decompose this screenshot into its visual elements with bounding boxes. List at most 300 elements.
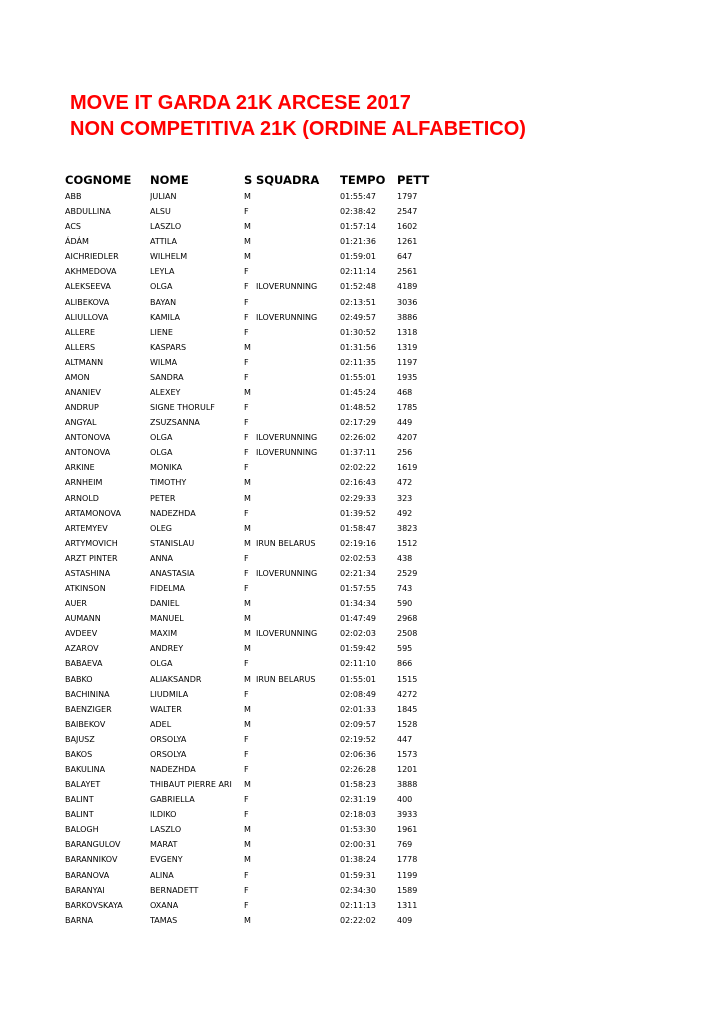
cell-pett: 1528: [397, 719, 418, 729]
cell-nome: ORSOLYA: [150, 734, 187, 744]
cell-cognome: BARNA: [65, 915, 93, 925]
cell-tempo: 01:30:52: [340, 327, 376, 337]
cell-sesso: F: [244, 463, 249, 473]
cell-tempo: 02:34:30: [340, 885, 376, 895]
table-row: [65, 249, 445, 264]
cell-nome: OLGA: [150, 659, 173, 669]
cell-nome: OLGA: [150, 433, 173, 443]
cell-tempo: 02:17:29: [340, 418, 376, 428]
cell-tempo: 02:06:36: [340, 749, 376, 759]
cell-tempo: 02:22:02: [340, 915, 376, 925]
cell-pett: 1935: [397, 372, 418, 382]
cell-pett: 1261: [397, 237, 418, 247]
cell-tempo: 02:09:57: [340, 719, 376, 729]
cell-tempo: 02:19:16: [340, 538, 376, 548]
cell-sesso: F: [244, 553, 249, 563]
table-row: [65, 762, 445, 777]
table-row: [65, 852, 445, 867]
cell-tempo: 01:55:47: [340, 192, 376, 201]
cell-nome: MARAT: [150, 840, 178, 850]
cell-sesso: F: [244, 659, 249, 669]
cell-tempo: 02:13:51: [340, 297, 376, 307]
cell-cognome: BAKULINA: [65, 764, 106, 774]
cell-nome: MANUEL: [150, 614, 184, 624]
cell-cognome: ATKINSON: [65, 584, 106, 594]
table-row: [65, 672, 445, 687]
cell-pett: 1573: [397, 749, 418, 759]
table-row: [65, 310, 445, 325]
cell-sesso: F: [244, 810, 249, 820]
cell-nome: OLGA: [150, 282, 173, 292]
table-row: [65, 551, 445, 566]
table-row: [65, 807, 445, 822]
table-row: [65, 837, 445, 852]
cell-cognome: ARTEMYEV: [65, 523, 108, 533]
table-row: [65, 747, 445, 762]
cell-pett: 1515: [397, 674, 418, 684]
cell-tempo: 01:57:55: [340, 584, 376, 594]
cell-nome: ANASTASIA: [150, 568, 195, 578]
cell-nome: OXANA: [150, 900, 179, 910]
table-row: [65, 430, 445, 445]
cell-pett: 323: [397, 493, 413, 503]
header-squadra: SQUADRA: [256, 173, 320, 187]
cell-nome: BERNADETT: [150, 885, 199, 895]
cell-tempo: 02:02:22: [340, 463, 376, 473]
cell-pett: 1589: [397, 885, 418, 895]
cell-sesso: M: [244, 704, 251, 714]
cell-tempo: 01:59:31: [340, 870, 376, 880]
cell-tempo: 01:55:01: [340, 372, 376, 382]
cell-sesso: F: [244, 870, 249, 880]
cell-tempo: 02:29:33: [340, 493, 376, 503]
cell-pett: 743: [397, 584, 413, 594]
cell-pett: 3036: [397, 297, 418, 307]
cell-tempo: 01:45:24: [340, 388, 376, 398]
cell-pett: 2968: [397, 614, 418, 624]
cell-tempo: 01:48:52: [340, 403, 376, 413]
cell-tempo: 01:55:01: [340, 674, 376, 684]
cell-pett: 1199: [397, 870, 418, 880]
cell-pett: 2529: [397, 568, 418, 578]
table-row: [65, 415, 445, 430]
table-row: [65, 385, 445, 400]
cell-pett: 3886: [397, 312, 418, 322]
cell-nome: WALTER: [150, 704, 182, 714]
cell-cognome: ÁDÁM: [65, 237, 89, 247]
table-row: [65, 264, 445, 279]
cell-sesso: F: [244, 795, 249, 805]
cell-cognome: ASTASHINA: [65, 568, 111, 578]
cell-tempo: 02:11:35: [340, 357, 376, 367]
cell-sesso: M: [244, 252, 251, 262]
table-header: [65, 172, 445, 189]
cell-cognome: BARANOVA: [65, 870, 110, 880]
table-row: [65, 566, 445, 581]
cell-sesso: F: [244, 508, 249, 518]
cell-nome: EVGENY: [150, 855, 183, 865]
cell-pett: 1785: [397, 403, 418, 413]
table-body: [65, 189, 445, 928]
cell-squadra: IRUN BELARUS: [256, 674, 316, 684]
cell-nome: MAXIM: [150, 629, 178, 639]
cell-sesso: M: [244, 719, 251, 729]
table-row: [65, 234, 445, 249]
cell-cognome: ANGYAL: [65, 418, 97, 428]
cell-cognome: ABDULLINA: [65, 207, 111, 217]
cell-sesso: F: [244, 433, 249, 443]
table-row: [65, 460, 445, 475]
cell-tempo: 02:11:14: [340, 267, 376, 277]
cell-tempo: 02:18:03: [340, 810, 376, 820]
cell-tempo: 02:02:53: [340, 553, 376, 563]
table-row: [65, 732, 445, 747]
cell-cognome: ANANIEV: [65, 388, 101, 398]
header-nome: NOME: [150, 173, 189, 187]
table-row: [65, 656, 445, 671]
cell-nome: SIGNE THORULF: [150, 403, 215, 413]
cell-pett: 409: [397, 915, 413, 925]
table-row: [65, 189, 445, 204]
cell-sesso: F: [244, 312, 249, 322]
cell-pett: 1602: [397, 222, 418, 232]
cell-tempo: 02:02:03: [340, 629, 376, 639]
table-row: [65, 340, 445, 355]
cell-nome: JULIAN: [150, 192, 177, 201]
cell-tempo: 01:38:24: [340, 855, 376, 865]
cell-tempo: 02:08:49: [340, 689, 376, 699]
table-row: [65, 913, 445, 928]
table-row: [65, 219, 445, 234]
cell-cognome: ALLERS: [65, 342, 96, 352]
cell-cognome: BARANGULOV: [65, 840, 121, 850]
page-title: MOVE IT GARDA 21K ARCESE 2017: [70, 92, 411, 114]
cell-squadra: ILOVERUNNING: [256, 312, 318, 322]
cell-sesso: F: [244, 403, 249, 413]
cell-squadra: ILOVERUNNING: [256, 448, 318, 458]
cell-sesso: F: [244, 764, 249, 774]
header-cognome: COGNOME: [65, 173, 132, 187]
cell-pett: 4272: [397, 689, 418, 699]
cell-nome: ALINA: [150, 870, 174, 880]
cell-pett: 1797: [397, 192, 418, 201]
cell-cognome: BAJUSZ: [65, 734, 95, 744]
cell-sesso: M: [244, 388, 251, 398]
cell-cognome: BAIBEKOV: [65, 719, 106, 729]
cell-nome: ATTILA: [150, 237, 177, 247]
cell-nome: OLGA: [150, 448, 173, 458]
cell-nome: FIDELMA: [150, 584, 186, 594]
cell-pett: 4189: [397, 282, 418, 292]
cell-cognome: ARNHEIM: [65, 478, 103, 488]
table-row: [65, 792, 445, 807]
cell-cognome: BALINT: [65, 795, 94, 805]
cell-cognome: AUMANN: [65, 614, 101, 624]
cell-cognome: ALEKSEEVA: [65, 282, 111, 292]
table-row: [65, 883, 445, 898]
cell-cognome: BAENZIGER: [65, 704, 112, 714]
cell-sesso: F: [244, 297, 249, 307]
cell-cognome: BALOGH: [65, 825, 99, 835]
cell-cognome: ARKINE: [65, 463, 95, 473]
cell-pett: 1318: [397, 327, 418, 337]
cell-pett: 4207: [397, 433, 418, 443]
cell-pett: 438: [397, 553, 413, 563]
cell-pett: 1512: [397, 538, 418, 548]
cell-sesso: M: [244, 644, 251, 654]
cell-nome: ANNA: [150, 553, 173, 563]
cell-pett: 2508: [397, 629, 418, 639]
cell-pett: 1778: [397, 855, 418, 865]
cell-cognome: ALIBEKOVA: [65, 297, 110, 307]
cell-cognome: AMON: [65, 372, 90, 382]
cell-sesso: M: [244, 915, 251, 925]
cell-cognome: ARTYMOVICH: [65, 538, 118, 548]
cell-cognome: ABB: [65, 192, 82, 201]
cell-tempo: 02:26:28: [340, 764, 376, 774]
table-row: [65, 295, 445, 310]
table-row: [65, 702, 445, 717]
cell-pett: 647: [397, 252, 413, 262]
cell-nome: ALEXEY: [150, 388, 181, 398]
cell-cognome: ANTONOVA: [65, 433, 111, 443]
table-row: [65, 204, 445, 219]
cell-pett: 3823: [397, 523, 418, 533]
cell-tempo: 01:59:01: [340, 252, 376, 262]
cell-cognome: BAKOS: [65, 749, 93, 759]
cell-pett: 769: [397, 840, 413, 850]
cell-sesso: F: [244, 327, 249, 337]
cell-tempo: 01:53:30: [340, 825, 376, 835]
cell-sesso: F: [244, 282, 249, 292]
table-row: [65, 475, 445, 490]
cell-tempo: 02:16:43: [340, 478, 376, 488]
cell-sesso: M: [244, 237, 251, 247]
cell-cognome: AUER: [65, 599, 87, 609]
cell-tempo: 01:31:56: [340, 342, 376, 352]
cell-sesso: M: [244, 342, 251, 352]
cell-nome: TIMOTHY: [150, 478, 187, 488]
table-row: [65, 717, 445, 732]
table-row: [65, 596, 445, 611]
cell-sesso: F: [244, 418, 249, 428]
cell-nome: KAMILA: [150, 312, 180, 322]
cell-cognome: BARANNIKOV: [65, 855, 118, 865]
cell-nome: WILMA: [150, 357, 178, 367]
cell-sesso: M: [244, 478, 251, 488]
cell-tempo: 02:38:42: [340, 207, 376, 217]
cell-pett: 449: [397, 418, 413, 428]
cell-tempo: 01:37:11: [340, 448, 376, 458]
cell-pett: 400: [397, 795, 413, 805]
cell-tempo: 01:58:47: [340, 523, 376, 533]
cell-nome: WILHELM: [150, 252, 188, 262]
cell-sesso: F: [244, 885, 249, 895]
cell-sesso: F: [244, 584, 249, 594]
cell-nome: BAYAN: [150, 297, 177, 307]
table-row: [65, 822, 445, 837]
cell-squadra: IRUN BELARUS: [256, 538, 316, 548]
table-row: [65, 400, 445, 415]
table-row: [65, 581, 445, 596]
cell-nome: LASZLO: [150, 825, 182, 835]
cell-nome: ORSOLYA: [150, 749, 187, 759]
cell-pett: 1197: [397, 357, 418, 367]
table-row: [65, 325, 445, 340]
cell-sesso: F: [244, 749, 249, 759]
cell-cognome: BALAYET: [65, 780, 101, 790]
cell-pett: 595: [397, 644, 413, 654]
cell-nome: ADEL: [150, 719, 172, 729]
cell-sesso: F: [244, 900, 249, 910]
cell-cognome: BACHININA: [65, 689, 110, 699]
cell-sesso: M: [244, 780, 251, 790]
cell-sesso: M: [244, 855, 251, 865]
cell-nome: KASPARS: [150, 342, 187, 352]
cell-tempo: 02:01:33: [340, 704, 376, 714]
cell-tempo: 01:47:49: [340, 614, 376, 624]
cell-nome: LIUDMILA: [150, 689, 189, 699]
cell-nome: LIENE: [150, 327, 173, 337]
cell-sesso: M: [244, 222, 251, 232]
cell-tempo: 01:58:23: [340, 780, 376, 790]
table-row: [65, 445, 445, 460]
cell-sesso: M: [244, 674, 251, 684]
cell-nome: ALIAKSANDR: [150, 674, 202, 684]
cell-tempo: 02:49:57: [340, 312, 376, 322]
table-row: [65, 641, 445, 656]
cell-cognome: ALTMANN: [65, 357, 104, 367]
cell-sesso: M: [244, 493, 251, 503]
cell-nome: MONIKA: [150, 463, 183, 473]
cell-cognome: AZAROV: [65, 644, 99, 654]
header-sesso: S: [244, 173, 253, 187]
cell-sesso: M: [244, 614, 251, 624]
cell-pett: 1311: [397, 900, 418, 910]
table-row: [65, 355, 445, 370]
table-row: [65, 521, 445, 536]
cell-sesso: F: [244, 448, 249, 458]
cell-cognome: BALINT: [65, 810, 94, 820]
cell-tempo: 01:39:52: [340, 508, 376, 518]
table-row: [65, 777, 445, 792]
table-row: [65, 536, 445, 551]
cell-sesso: F: [244, 267, 249, 277]
cell-tempo: 02:21:34: [340, 568, 376, 578]
cell-pett: 1201: [397, 764, 418, 774]
cell-tempo: 02:11:13: [340, 900, 376, 910]
cell-cognome: BABAEVA: [65, 659, 103, 669]
cell-pett: 468: [397, 388, 413, 398]
cell-tempo: 02:19:52: [340, 734, 376, 744]
table-row: [65, 687, 445, 702]
cell-cognome: ARNOLD: [65, 493, 99, 503]
cell-tempo: 02:00:31: [340, 840, 376, 850]
cell-sesso: F: [244, 357, 249, 367]
header-pett: PETT: [397, 173, 430, 187]
cell-cognome: ARTAMONOVA: [65, 508, 121, 518]
cell-pett: 590: [397, 599, 413, 609]
cell-pett: 1619: [397, 463, 418, 473]
cell-tempo: 02:11:10: [340, 659, 376, 669]
cell-cognome: ARZT PINTER: [65, 553, 118, 563]
table-row: [65, 868, 445, 883]
cell-nome: GABRIELLA: [150, 795, 195, 805]
cell-nome: LEYLA: [150, 267, 175, 277]
table-row: [65, 611, 445, 626]
cell-tempo: 02:31:19: [340, 795, 376, 805]
table-row: [65, 279, 445, 294]
cell-pett: 1961: [397, 825, 418, 835]
page-subtitle: NON COMPETITIVA 21K (ORDINE ALFABETICO): [70, 118, 526, 140]
header-tempo: TEMPO: [340, 173, 386, 187]
cell-pett: 447: [397, 734, 413, 744]
table-row: [65, 506, 445, 521]
cell-nome: SANDRA: [150, 372, 184, 382]
cell-nome: TAMAS: [150, 915, 178, 925]
cell-cognome: BARANYAI: [65, 885, 105, 895]
cell-squadra: ILOVERUNNING: [256, 282, 318, 292]
cell-squadra: ILOVERUNNING: [256, 433, 318, 443]
cell-nome: OLEG: [150, 523, 173, 533]
cell-squadra: ILOVERUNNING: [256, 629, 318, 639]
cell-sesso: M: [244, 523, 251, 533]
cell-sesso: F: [244, 372, 249, 382]
cell-cognome: ANDRUP: [65, 403, 99, 413]
cell-sesso: M: [244, 192, 251, 201]
table-row: [65, 491, 445, 506]
cell-pett: 492: [397, 508, 413, 518]
cell-nome: STANISLAU: [150, 538, 195, 548]
cell-cognome: BABKO: [65, 674, 93, 684]
table-row: [65, 898, 445, 913]
cell-tempo: 01:57:14: [340, 222, 376, 232]
table-row: [65, 370, 445, 385]
cell-tempo: 01:59:42: [340, 644, 376, 654]
cell-nome: DANIEL: [150, 599, 180, 609]
cell-tempo: 01:52:48: [340, 282, 376, 292]
table-row: [65, 626, 445, 641]
cell-pett: 472: [397, 478, 413, 488]
cell-nome: NADEZHDA: [150, 508, 196, 518]
cell-nome: ALSU: [150, 207, 171, 217]
cell-tempo: 01:34:34: [340, 599, 376, 609]
cell-nome: ZSUZSANNA: [150, 418, 200, 428]
cell-sesso: F: [244, 568, 249, 578]
cell-sesso: M: [244, 599, 251, 609]
cell-sesso: F: [244, 689, 249, 699]
cell-pett: 866: [397, 659, 413, 669]
cell-nome: ILDIKO: [150, 810, 177, 820]
cell-tempo: 01:21:36: [340, 237, 376, 247]
cell-nome: LASZLO: [150, 222, 182, 232]
cell-nome: NADEZHDA: [150, 764, 196, 774]
cell-pett: 2547: [397, 207, 418, 217]
cell-squadra: ILOVERUNNING: [256, 568, 318, 578]
cell-pett: 3888: [397, 780, 418, 790]
cell-sesso: F: [244, 734, 249, 744]
results-table: [65, 172, 445, 928]
cell-sesso: M: [244, 825, 251, 835]
cell-pett: 3933: [397, 810, 418, 820]
cell-pett: 1319: [397, 342, 418, 352]
cell-sesso: M: [244, 840, 251, 850]
cell-sesso: M: [244, 538, 251, 548]
cell-sesso: M: [244, 629, 251, 639]
cell-cognome: AICHRIEDLER: [65, 252, 119, 262]
cell-cognome: ALLERE: [65, 327, 96, 337]
cell-nome: PETER: [150, 493, 176, 503]
